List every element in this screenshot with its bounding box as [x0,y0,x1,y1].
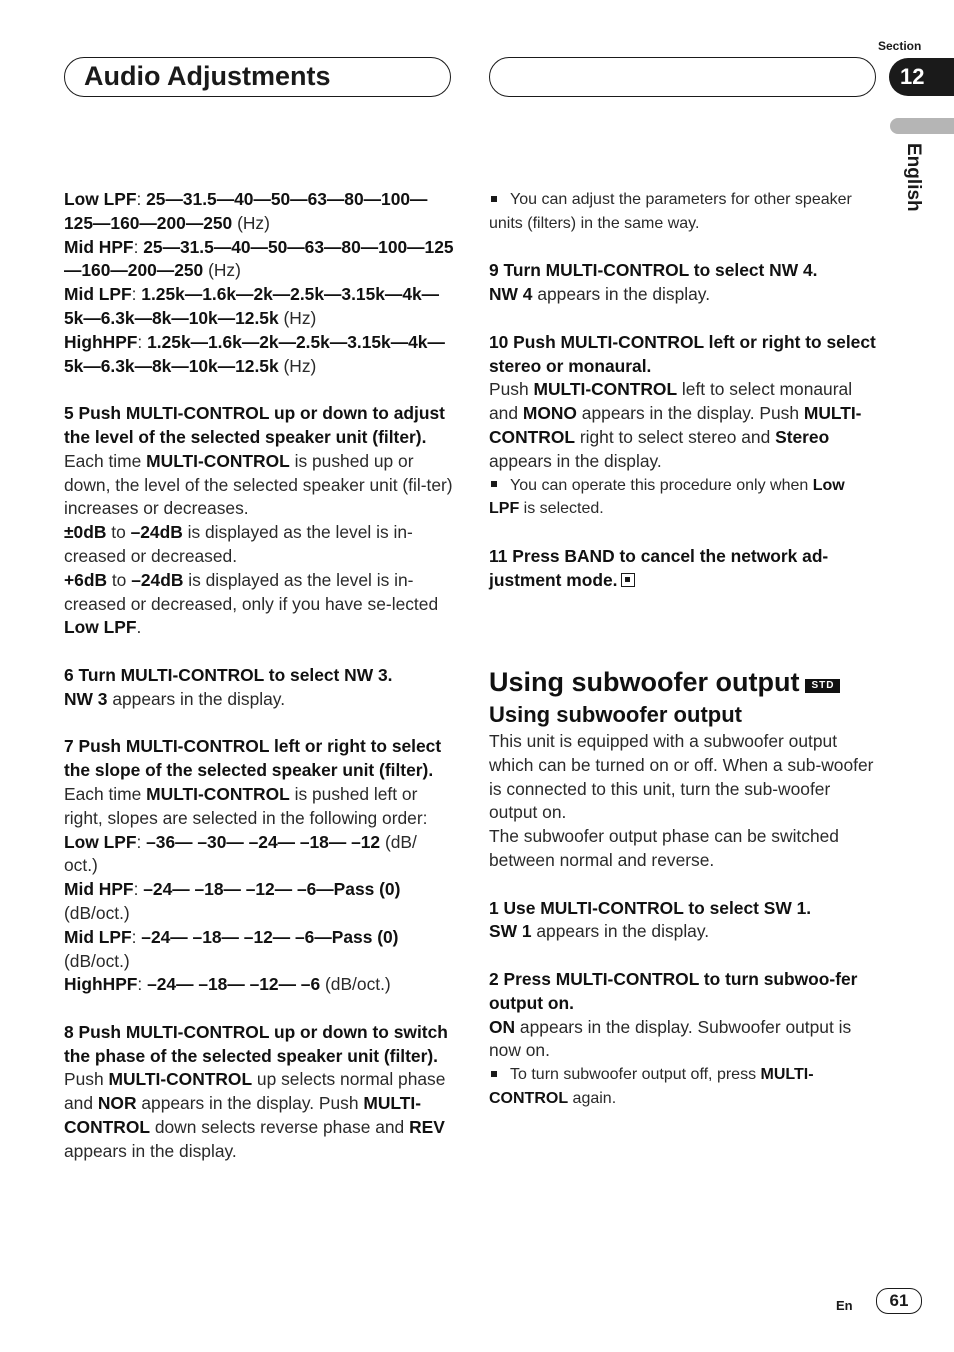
slope-line: Low LPF: –36— –30— –24— –18— –12 (dB/ oct.) [64,831,417,876]
slope-line: HighHPF: –24— –18— –12— –6 (dB/oct.) [64,974,391,995]
step5-body: +6dB to –24dB is displayed as the level is in-creased or decreased, only if you have se-lected Low LPF. [64,569,439,638]
bullet-icon [491,481,497,487]
step8-heading: 8 Push MULTI-CONTROL up or down to switch the phase of the selected speaker unit (filter). [64,1021,448,1066]
step11-heading: 11 Press BAND to cancel the network ad-justment mode. [489,545,829,590]
step7-heading: 7 Push MULTI-CONTROL left or right to select the slope of the selected speaker unit (filter). [64,736,442,781]
note: To turn subwoofer output off, press MULTI-CONTROL again. [489,1066,814,1107]
section-number-badge: 12 [889,58,954,96]
page-title: Audio Adjustments [84,61,331,91]
bullet-icon [491,196,497,202]
step5-heading: 5 Push MULTI-CONTROL up or down to adjust the level of the selected speaker unit (filter). [64,403,445,447]
sw1-body: SW 1 appears in the display. [489,921,710,942]
subsection-heading: Using subwoofer output [489,701,742,727]
intro-paragraph: This unit is equipped with a subwoofer output which can be turned on or off. When a sub-woofer is connected to this unit, turn the sub-woofer output on. [489,730,874,823]
step10-heading: 10 Push MULTI-CONTROL left or right to select stereo or monaural. [489,331,876,376]
language-label: English [903,143,924,212]
step7-body: Each time MULTI-CONTROL is pushed left or right, slopes are selected in the following order: [64,783,428,828]
left-column [64,188,454,1164]
section-label: Section [878,39,922,53]
std-badge: STD [805,679,840,693]
page-number: 61 [876,1288,922,1314]
step10-body: Push MULTI-CONTROL left to select monaural and MONO appears in the display. Push MULTI-CONTROL right to select stereo and Stereo appears in the display. [489,379,862,471]
end-mark-icon [621,573,635,587]
note: You can operate this procedure only when Low LPF is selected. [489,476,845,518]
freq-line: Mid LPF: 1.25k—1.6k—2k—2.5k—3.15k—4k—5k—6.3k—8k—10k—12.5k (Hz) [64,284,440,328]
step5-body: ±0dB to –24dB is displayed as the level is in-creased or decreased. [64,522,413,566]
slope-line: Mid HPF: –24— –18— –12— –6—Pass (0) (dB/oct.) [64,879,401,923]
sw1-heading: 1 Use MULTI-CONTROL to select SW 1. [489,897,812,918]
sw2-body: ON appears in the display. Subwoofer output is now on. [489,1016,852,1061]
step6-body: NW 3 appears in the display. [64,688,286,709]
freq-line: HighHPF: 1.25k—1.6k—2k—2.5k—3.15k—4k—5k—6.3k—8k—10k—12.5k (Hz) [64,331,445,376]
step6-heading: 6 Turn MULTI-CONTROL to select NW 3. [64,664,393,685]
intro-paragraph: The subwoofer output phase can be switched between normal and reverse. [489,826,839,870]
sw2-heading: 2 Press MULTI-CONTROL to turn subwoo-fer output on. [489,968,858,1013]
footer-language: En [836,1298,853,1313]
step9-heading: 9 Turn MULTI-CONTROL to select NW 4. [489,260,818,281]
right-column [489,188,879,1111]
step9-body: NW 4 appears in the display. [489,284,711,305]
step5-body: Each time MULTI-CONTROL is pushed up or down, the level of the selected speaker unit (fil-ter) increases or decreases. [64,450,453,519]
freq-line: Low LPF: 25—31.5—40—50—63—80—100—125—160—200—250 (Hz) [64,189,428,233]
header-right-frame [489,57,876,97]
section-heading: Using subwoofer output STD [489,664,879,700]
bullet-icon [491,1071,497,1077]
freq-line: Mid HPF: 25—31.5—40—50—63—80—100—125—160—200—250 (Hz) [64,236,454,281]
step8-body: Push MULTI-CONTROL up selects normal phase and NOR appears in the display. Push MULTI-CONTROL down selects reverse phase and REV appears in the display. [64,1069,446,1161]
language-tab [890,118,954,134]
note: You can adjust the parameters for other speaker units (filters) in the same way. [489,191,852,232]
slope-line: Mid LPF: –24— –18— –12— –6—Pass (0) (dB/oct.) [64,926,399,971]
